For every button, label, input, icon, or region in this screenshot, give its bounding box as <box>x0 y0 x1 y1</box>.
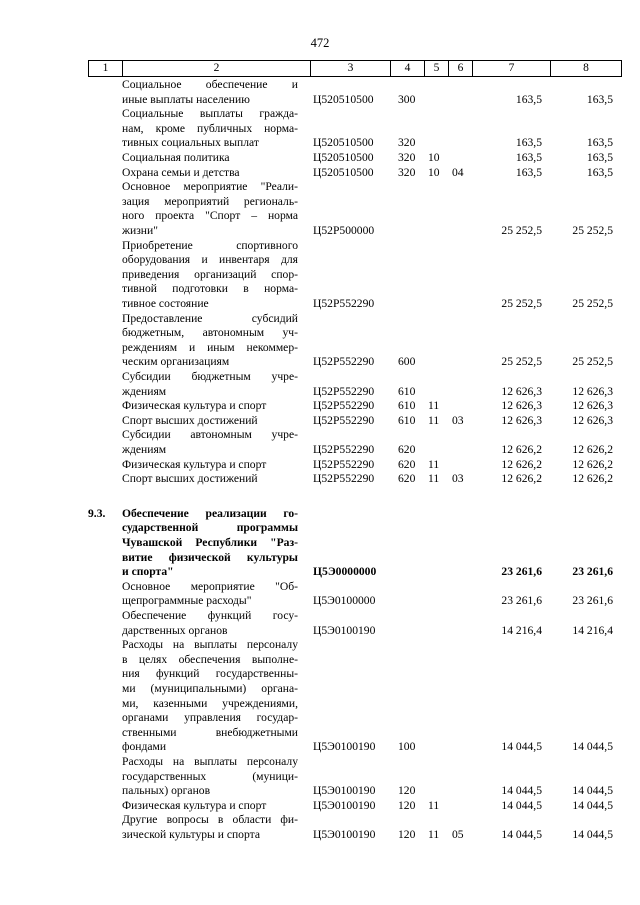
row-name-line: ного проекта "Спорт – норма <box>122 209 298 223</box>
row-code: Ц5Э0100000 <box>313 594 376 608</box>
row-sum-1: 14 044,5 <box>501 798 542 812</box>
row-sum-1: 14 044,5 <box>501 740 542 754</box>
row-section: 11 <box>428 413 440 427</box>
row-code: Ц520510500 <box>313 151 374 164</box>
row-section: 10 <box>428 165 440 179</box>
table-row <box>0 580 640 609</box>
row-name-line: в целях обеспечения выполне- <box>122 652 298 666</box>
row-name-line: Другие вопросы в области фи- <box>122 813 298 827</box>
row-sum-1: 25 252,5 <box>501 296 542 310</box>
row-code: Ц52P552290 <box>313 457 375 471</box>
table-row <box>0 458 640 473</box>
row-section: 11 <box>428 798 440 812</box>
row-sum-2: 12 626,3 <box>572 413 613 427</box>
row-code: Ц52P552290 <box>313 355 375 369</box>
row-name-line: бюджетным, автономным уч- <box>122 326 298 340</box>
row-name-line: приведения организаций спор- <box>122 267 298 281</box>
row-sum-2: 23 261,6 <box>572 565 613 579</box>
row-name-line: Обеспечение реализации го- <box>122 506 298 520</box>
page-number: 472 <box>310 36 330 50</box>
row-name-line: зация мероприятий региональ- <box>122 194 298 208</box>
row-sum-1: 12 626,3 <box>501 384 542 398</box>
row-name-line: тивной подготовки в норма- <box>122 282 298 296</box>
row-code: Ц52P552290 <box>313 399 375 413</box>
row-name-line: тивное состояние <box>122 296 209 310</box>
row-sum-1: 12 626,3 <box>501 399 542 413</box>
row-sum-2: 163,5 <box>586 151 613 164</box>
row-code: Ц520510500 <box>313 165 374 179</box>
row-sum-1: 163,5 <box>515 92 542 106</box>
row-name <box>122 638 298 755</box>
row-expense-type: 610 <box>398 413 416 427</box>
row-number: 9.3. <box>88 506 106 520</box>
row-code: Ц52P552290 <box>313 472 375 486</box>
row-name <box>122 151 298 166</box>
row-sum-2: 12 626,3 <box>572 384 613 398</box>
row-name-line: реждениям и иным некоммер- <box>122 340 298 354</box>
row-name-line: Социальная политика <box>122 151 230 164</box>
row-name-line: сударственной программы <box>122 521 298 535</box>
table-row <box>0 428 640 457</box>
row-code: Ц52P552290 <box>313 413 375 427</box>
row-name-line: зической культуры и спорта <box>122 827 260 841</box>
row-sum-2: 25 252,5 <box>572 355 613 369</box>
row-name-line: Физическая культура и спорт <box>122 798 267 812</box>
row-code: Ц52P500000 <box>313 223 375 237</box>
row-subsection: 03 <box>452 413 464 427</box>
row-name-line: Чувашской Республики "Раз- <box>122 535 298 549</box>
row-name-line: ческим организациям <box>122 355 230 369</box>
row-expense-type: 620 <box>398 457 416 471</box>
row-expense-type: 620 <box>398 472 416 486</box>
table-row <box>0 166 640 181</box>
row-name-line: Обеспечение функций госу- <box>122 609 298 622</box>
table-row <box>0 107 640 151</box>
row-section: 10 <box>428 151 440 164</box>
header-col-7: 7 <box>472 61 550 76</box>
row-code: Ц5Э0100190 <box>313 623 376 637</box>
row-name <box>122 312 298 370</box>
row-code: Ц5Э0100190 <box>313 740 376 754</box>
row-name-line: дарственных органов <box>122 623 228 637</box>
row-code: Ц5Э0000000 <box>313 565 377 579</box>
row-expense-type: 320 <box>398 165 416 179</box>
row-sum-2: 14 044,5 <box>572 827 613 841</box>
row-sum-1: 163,5 <box>515 151 542 164</box>
table-row <box>0 638 640 755</box>
row-name <box>122 78 298 107</box>
table-header <box>88 60 622 77</box>
table-row <box>0 312 640 370</box>
row-name <box>122 813 298 842</box>
row-expense-type: 600 <box>398 355 416 369</box>
row-name-line: пальных) органов <box>122 784 211 798</box>
row-name <box>122 370 298 399</box>
row-code: Ц520510500 <box>313 92 374 106</box>
table-row <box>0 507 640 580</box>
row-sum-2: 12 626,3 <box>572 399 613 413</box>
row-subsection: 03 <box>452 472 464 486</box>
row-sum-2: 12 626,2 <box>572 442 613 456</box>
row-sum-2: 14 216,4 <box>572 623 613 637</box>
row-name-line: ми, казенными учреждениями, <box>122 696 298 710</box>
table-row <box>0 414 640 429</box>
row-subsection: 05 <box>452 827 464 841</box>
row-sum-1: 25 252,5 <box>501 355 542 369</box>
row-expense-type: 620 <box>398 442 416 456</box>
row-name-line: ми (муниципальными) органа- <box>122 681 298 695</box>
row-name-line: щепрограммные расходы" <box>122 594 252 608</box>
row-code: Ц52P552290 <box>313 296 375 310</box>
row-name-line: витие физической культуры <box>122 550 298 564</box>
row-sum-2: 163,5 <box>586 92 613 106</box>
row-code: Ц5Э0100190 <box>313 827 376 841</box>
table-row <box>0 799 640 814</box>
row-name-line: нам, кроме публичных норма- <box>122 121 298 135</box>
row-expense-type: 610 <box>398 399 416 413</box>
row-section: 11 <box>428 827 440 841</box>
row-name-line: государственных (муници- <box>122 769 298 783</box>
row-expense-type: 120 <box>398 798 416 812</box>
row-name-line: Социальное обеспечение и <box>122 78 298 91</box>
row-sum-1: 163,5 <box>515 165 542 179</box>
row-name-line: Физическая культура и спорт <box>122 457 267 471</box>
header-col-6: 6 <box>448 61 472 76</box>
row-name-line: Предоставление субсидий <box>122 311 298 325</box>
row-code: Ц520510500 <box>313 136 374 150</box>
row-sum-2: 14 044,5 <box>572 740 613 754</box>
row-name-line: жизни" <box>122 223 158 237</box>
table-row <box>0 755 640 799</box>
row-name-line: Субсидии автономным учре- <box>122 428 298 442</box>
row-name-line: и спорта" <box>122 565 174 579</box>
row-sum-2: 14 044,5 <box>572 784 613 798</box>
row-name-line: тивных социальных выплат <box>122 136 259 150</box>
row-code: Ц5Э0100190 <box>313 784 376 798</box>
row-sum-2: 23 261,6 <box>572 594 613 608</box>
row-name-line: Спорт высших достижений <box>122 413 258 427</box>
row-name <box>122 458 298 473</box>
table-row <box>0 151 640 166</box>
header-col-8: 8 <box>550 61 622 76</box>
row-name-line: оборудования и инвентаря для <box>122 253 298 267</box>
row-name <box>122 399 298 414</box>
row-sum-1: 12 626,2 <box>501 472 542 486</box>
header-col-2: 2 <box>122 61 310 76</box>
row-name <box>122 428 298 457</box>
row-code: Ц5Э0100190 <box>313 798 376 812</box>
row-sum-1: 12 626,3 <box>501 413 542 427</box>
row-name-line: ждениям <box>122 384 167 398</box>
row-expense-type: 320 <box>398 151 416 164</box>
row-sum-2: 25 252,5 <box>572 223 613 237</box>
row-name <box>122 609 298 638</box>
table-row <box>0 813 640 842</box>
row-sum-2: 12 626,2 <box>572 472 613 486</box>
row-name-line: Основное мероприятие "Реали- <box>122 180 298 194</box>
row-section: 11 <box>428 472 440 486</box>
row-expense-type: 300 <box>398 92 416 106</box>
row-sum-1: 14 044,5 <box>501 827 542 841</box>
row-name-line: Охрана семьи и детства <box>122 165 240 179</box>
row-name <box>122 166 298 181</box>
row-expense-type: 610 <box>398 384 416 398</box>
row-name <box>122 507 298 580</box>
row-name-line: ственными внебюджетными <box>122 725 298 739</box>
row-sum-2: 12 626,2 <box>572 457 613 471</box>
row-name <box>122 755 298 799</box>
row-name <box>122 239 298 312</box>
row-sum-1: 163,5 <box>515 136 542 150</box>
table-row <box>0 180 640 238</box>
row-name <box>122 414 298 429</box>
row-sum-1: 14 044,5 <box>501 784 542 798</box>
row-name-line: Субсидии бюджетным учре- <box>122 370 298 383</box>
table-row <box>0 399 640 414</box>
header-col-1: 1 <box>88 61 122 76</box>
row-name-line: Расходы на выплаты персоналу <box>122 638 298 652</box>
row-sum-2: 163,5 <box>586 136 613 150</box>
row-name-line: Основное мероприятие "Об- <box>122 579 298 593</box>
row-name <box>122 180 298 238</box>
row-name-line: органами управления государ- <box>122 711 298 725</box>
row-name-line: ния функций государственны- <box>122 667 298 681</box>
row-name-line: Приобретение спортивного <box>122 238 298 252</box>
row-expense-type: 100 <box>398 740 416 754</box>
row-name-line: ждениям <box>122 442 167 456</box>
header-col-3: 3 <box>310 61 390 76</box>
table-row <box>0 239 640 312</box>
row-sum-1: 12 626,2 <box>501 457 542 471</box>
row-sum-1: 14 216,4 <box>501 623 542 637</box>
row-code: Ц52P552290 <box>313 442 375 456</box>
row-subsection: 04 <box>452 165 464 179</box>
row-name-line: Физическая культура и спорт <box>122 399 267 413</box>
row-name-line: Расходы на выплаты персоналу <box>122 755 298 768</box>
row-name <box>122 107 298 151</box>
row-expense-type: 120 <box>398 827 416 841</box>
row-name <box>122 799 298 814</box>
row-sum-2: 14 044,5 <box>572 798 613 812</box>
row-sum-1: 23 261,6 <box>501 594 542 608</box>
table-row <box>0 78 640 107</box>
header-col-5: 5 <box>424 61 448 76</box>
row-name <box>122 472 298 487</box>
row-name-line: иные выплаты населению <box>122 92 250 106</box>
row-sum-1: 23 261,6 <box>501 565 542 579</box>
table-row <box>0 370 640 399</box>
row-expense-type: 320 <box>398 136 416 150</box>
row-sum-2: 25 252,5 <box>572 296 613 310</box>
row-name <box>122 580 298 609</box>
row-sum-2: 163,5 <box>586 165 613 179</box>
row-expense-type: 120 <box>398 784 416 798</box>
row-name-line: фондами <box>122 740 167 754</box>
row-section: 11 <box>428 457 440 471</box>
row-name-line: Спорт высших достижений <box>122 472 258 486</box>
row-code: Ц52P552290 <box>313 384 375 398</box>
row-section: 11 <box>428 399 440 413</box>
row-sum-1: 25 252,5 <box>501 223 542 237</box>
header-col-4: 4 <box>390 61 424 76</box>
row-sum-1: 12 626,2 <box>501 442 542 456</box>
row-name-line: Социальные выплаты гражда- <box>122 107 298 121</box>
table-row <box>0 472 640 487</box>
table-row <box>0 609 640 638</box>
